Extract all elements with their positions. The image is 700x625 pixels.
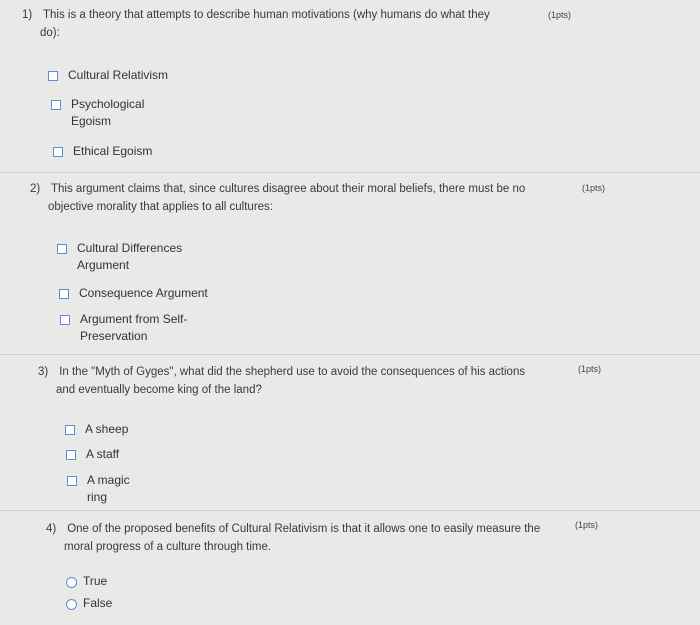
question-number: 4) <box>46 523 57 535</box>
option-label: Cultural Relativism <box>68 68 169 82</box>
checkbox[interactable] <box>60 315 70 325</box>
question-1 <box>22 6 582 42</box>
option-label: Psychological Egoism <box>71 97 145 128</box>
question-text-line1: In the "Myth of Gyges", what did the shepherd use to avoid the consequences of his actions <box>59 366 526 378</box>
divider <box>0 354 700 355</box>
option-false[interactable] <box>66 595 112 612</box>
option-a-sheep[interactable] <box>65 421 128 438</box>
question-text-line1: One of the proposed benefits of Cultural Relativism is that it allows one to easily measure the <box>67 523 541 535</box>
checkbox[interactable] <box>67 476 77 486</box>
checkbox[interactable] <box>65 425 75 435</box>
radio-button[interactable] <box>66 599 77 610</box>
question-text-line2: and eventually become king of the land? <box>56 384 262 396</box>
checkbox[interactable] <box>51 100 61 110</box>
question-text-line1: This argument claims that, since cultures disagree about their moral beliefs, there must be no <box>51 183 526 195</box>
option-psychological-egoism[interactable] <box>51 96 144 130</box>
checkbox[interactable] <box>66 450 76 460</box>
question-text-line2: moral progress of a culture through time. <box>64 541 272 553</box>
checkbox[interactable] <box>57 244 67 254</box>
option-label: A staff <box>86 447 120 461</box>
radio-button[interactable] <box>66 577 77 588</box>
option-cultural-relativism[interactable] <box>48 67 168 84</box>
option-label: False <box>83 596 113 610</box>
points-label: (1pts) <box>578 364 602 374</box>
option-label: True <box>83 574 108 588</box>
question-text-line1: This is a theory that attempts to describe human motivations (why humans do what they <box>43 9 490 21</box>
option-label: Argument from Self- Preservation <box>80 312 188 343</box>
question-text-line2: do): <box>40 27 60 39</box>
question-3 <box>38 363 578 399</box>
question-text-line2: objective morality that applies to all cultures: <box>48 201 273 213</box>
points-label: (1pts) <box>548 10 572 20</box>
option-a-staff[interactable] <box>66 446 119 463</box>
option-consequence-argument[interactable] <box>59 285 208 302</box>
option-label: A magic ring <box>87 473 130 504</box>
question-number: 2) <box>30 183 41 195</box>
question-number: 3) <box>38 366 49 378</box>
option-true[interactable] <box>66 573 107 590</box>
divider <box>0 172 700 173</box>
question-2 <box>30 180 590 216</box>
divider <box>0 510 700 511</box>
question-4 <box>46 520 576 556</box>
option-label: A sheep <box>85 422 129 436</box>
points-label: (1pts) <box>582 183 606 193</box>
option-label: Cultural Differences Argument <box>77 241 183 272</box>
option-cultural-differences[interactable] <box>57 240 182 274</box>
question-number: 1) <box>22 9 33 21</box>
checkbox[interactable] <box>48 71 58 81</box>
option-a-magic-ring[interactable] <box>67 472 130 506</box>
option-label: Ethical Egoism <box>73 144 153 158</box>
option-argument-self-preservation[interactable] <box>60 311 187 345</box>
checkbox[interactable] <box>53 147 63 157</box>
points-label: (1pts) <box>575 520 599 530</box>
option-label: Consequence Argument <box>79 286 208 300</box>
option-ethical-egoism[interactable] <box>53 143 152 160</box>
checkbox[interactable] <box>59 289 69 299</box>
